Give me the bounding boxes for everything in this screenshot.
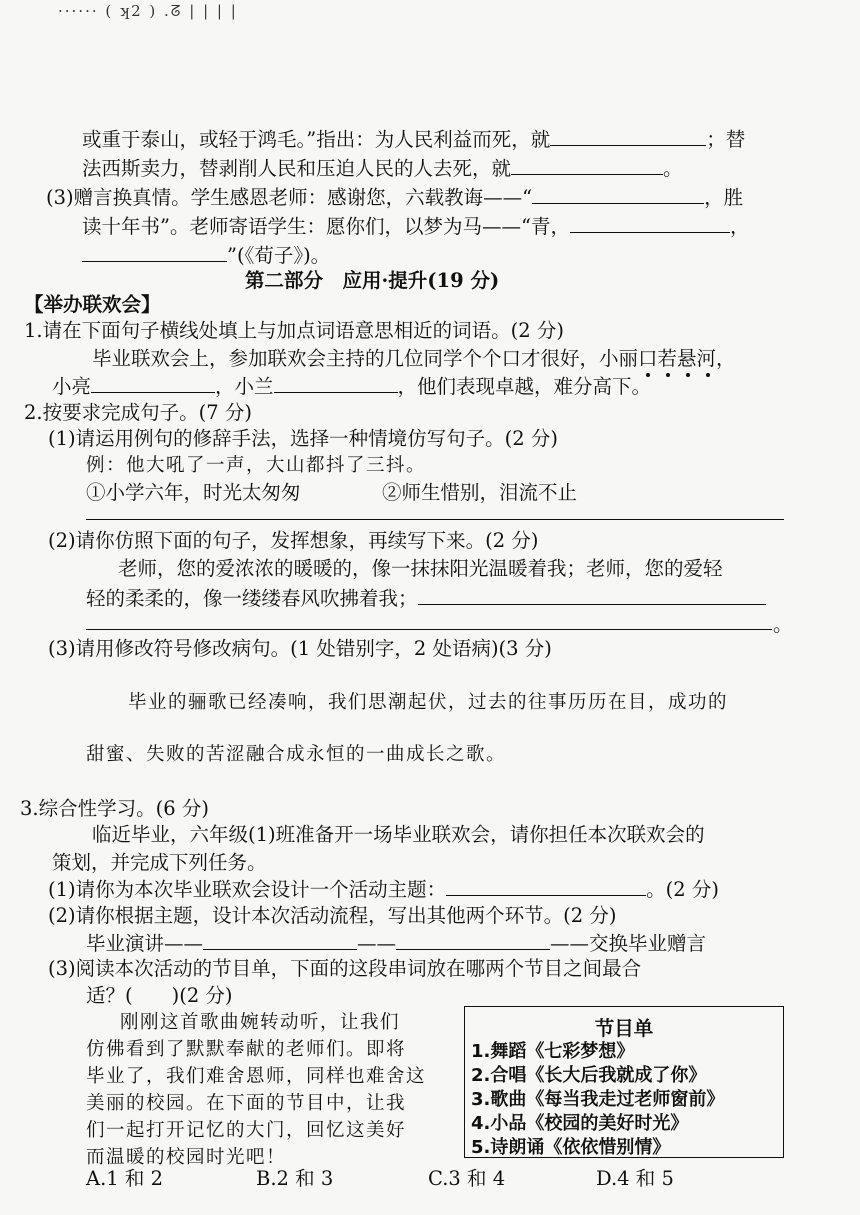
q2-s2-line2 xyxy=(86,585,766,612)
dotted-word xyxy=(638,347,716,370)
answer-blank[interactable] xyxy=(446,876,646,896)
passage-line: 仿佛看到了默默奉献的老师们。即将 xyxy=(86,1039,407,1060)
q3-task2-flow xyxy=(86,930,706,957)
answer-blank[interactable] xyxy=(550,126,706,146)
text: 法西斯卖力，替剥削人民和压迫人民的人去死，就 xyxy=(82,157,512,180)
text: ， xyxy=(729,215,750,238)
section-title: 【举办联欢会】 xyxy=(24,293,161,316)
q2-s1: (1)请运用例句的修辞手法，选择一种情境仿写句子。(2 分) xyxy=(48,427,558,450)
answer-blank[interactable] xyxy=(570,213,730,233)
text: 小亮 xyxy=(52,375,92,398)
program-box xyxy=(464,1006,784,1158)
q2-s3: (3)请用修改符号修改病句。(1 处错别字，2 处语病)(3 分) xyxy=(48,637,552,660)
passage-line: 刚刚这首歌曲婉转动听，让我们 xyxy=(120,1012,401,1033)
q2-s2-end: 。 xyxy=(773,613,793,636)
part2-title: 第二部分 应用·提升(19 分) xyxy=(245,269,500,292)
q2-s3-line1: 毕业的骊歌已经凑响，我们思潮起伏，过去的往事历历在目，成功的 xyxy=(128,692,729,713)
q1-line2 xyxy=(52,373,651,400)
text: ， xyxy=(716,347,736,370)
text: ；替 xyxy=(706,128,746,151)
answer-line[interactable] xyxy=(86,629,772,630)
q2-s3-line2: 甜蜜、失败的苦涩融合成永恒的一曲成长之歌。 xyxy=(86,744,507,765)
text: 或重于泰山，或轻于鸿毛。”指出：为人民利益而死，就 xyxy=(82,128,551,151)
passage-line: 而温暖的校园时光吧！ xyxy=(86,1147,287,1168)
program-item: 2.合唱《长大后我就成了你》 xyxy=(471,1065,707,1086)
q3-intro2: 策划，并完成下列任务。 xyxy=(52,851,267,874)
answer-blank[interactable] xyxy=(396,930,550,950)
q2-s2-line1: 老师，您的爱浓浓的暖暖的，像一抹抹阳光温暖着我；老师，您的爱轻 xyxy=(118,557,723,580)
text: 轻的柔柔的，像一缕缕春风吹拂着我； xyxy=(86,587,418,610)
program-title: 节目单 xyxy=(594,1017,654,1040)
answer-line[interactable] xyxy=(86,519,784,520)
program-item: 5.诗朗诵《依依惜别情》 xyxy=(471,1137,671,1158)
text: ”(《荀子》)。 xyxy=(227,244,331,267)
p1-line5 xyxy=(82,242,330,269)
program-item: 3.歌曲《每当我走过老师窗前》 xyxy=(471,1089,725,1110)
text: 口若悬河 xyxy=(638,347,717,370)
scan-fragment: ······ ( ʞ2 ) .ᘔ | | | | xyxy=(58,2,238,20)
answer-blank[interactable] xyxy=(91,373,215,393)
p1-line4 xyxy=(82,213,749,240)
text: (3)赠言换真情。学生感恩老师：感谢您，六载教诲——“ xyxy=(46,186,533,209)
text: —— xyxy=(357,932,397,955)
passage-line: 毕业了，我们难舍恩师，同样也难舍这 xyxy=(86,1066,427,1087)
program-item: 4.小品《校园的美好时光》 xyxy=(471,1113,689,1134)
q3-stem: 3.综合性学习。(6 分) xyxy=(20,797,209,820)
q2-s2: (2)请你仿照下面的句子，发挥想象，再续写下来。(2 分) xyxy=(48,529,539,552)
q3-task1 xyxy=(48,876,719,903)
passage-line: 们一起打开记忆的大门，回忆这美好 xyxy=(86,1120,407,1141)
answer-blank[interactable] xyxy=(82,242,227,262)
text: 。(2 分) xyxy=(646,878,719,901)
q2-s1-option1: ①小学六年，时光太匆匆 xyxy=(86,481,301,504)
option-b[interactable]: B.2 和 3 xyxy=(256,1167,334,1190)
q3-task3-line2: 适？( )(2 分) xyxy=(86,984,233,1007)
passage-line: 美丽的校园。在下面的节目中，让我 xyxy=(86,1093,407,1114)
q1-line1 xyxy=(92,346,736,372)
q3-task2: (2)请你根据主题，设计本次活动流程，写出其他两个环节。(2 分) xyxy=(48,904,617,927)
text: (1)请你为本次毕业联欢会设计一个活动主题： xyxy=(48,878,447,901)
p1-line3 xyxy=(46,184,743,211)
q3-intro1: 临近毕业，六年级(1)班准备开一场毕业联欢会，请你担任本次联欢会的 xyxy=(92,823,705,846)
text: 毕业演讲—— xyxy=(86,932,204,955)
text: ——交换毕业赠言 xyxy=(550,932,707,955)
text: ，小兰 xyxy=(215,375,274,398)
text: 读十年书”。老师寄语学生：愿你们，以梦为马——“青， xyxy=(82,215,570,238)
option-a[interactable]: A.1 和 2 xyxy=(86,1167,163,1190)
answer-blank[interactable] xyxy=(532,184,704,204)
answer-blank[interactable] xyxy=(203,930,357,950)
program-item: 1.舞蹈《七彩梦想》 xyxy=(471,1041,635,1062)
answer-blank[interactable] xyxy=(274,373,398,393)
option-d[interactable]: D.4 和 5 xyxy=(596,1167,674,1190)
q3-task3-line1: (3)阅读本次活动的节目单，下面的这段串词放在哪两个节目之间最合 xyxy=(48,957,642,980)
p1-line2 xyxy=(82,155,683,182)
answer-blank[interactable] xyxy=(418,585,766,605)
q2-s1-example: 例：他大吼了一声，大山都抖了三抖。 xyxy=(86,455,427,476)
option-c[interactable]: C.3 和 4 xyxy=(428,1167,506,1190)
q2-s1-option2: ②师生惜别，泪流不止 xyxy=(382,481,578,504)
text: ，他们表现卓越，难分高下。 xyxy=(397,375,652,398)
q2-stem: 2.按要求完成句子。(7 分) xyxy=(24,401,252,424)
answer-blank[interactable] xyxy=(511,155,663,175)
text: 。 xyxy=(663,157,683,180)
text: 毕业联欢会上，参加联欢会主持的几位同学个个口才很好，小丽 xyxy=(92,347,639,370)
text: ，胜 xyxy=(704,186,744,209)
p1-line1 xyxy=(82,126,745,153)
q1-stem: 1.请在下面句子横线处填上与加点词语意思相近的词语。(2 分) xyxy=(24,319,564,342)
